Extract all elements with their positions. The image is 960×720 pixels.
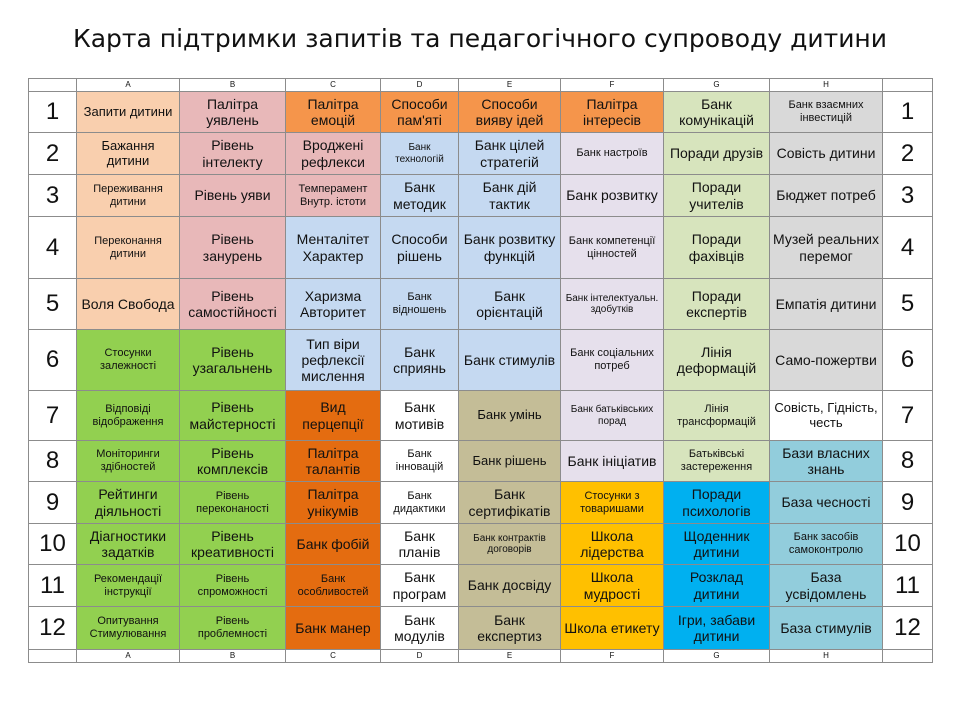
grid-cell: Банк взаємних інвестицій	[770, 92, 883, 133]
grid-cell: Переживання дитини	[77, 175, 180, 217]
table-row	[29, 175, 933, 217]
grid-cell: Палітра інтересів	[561, 92, 664, 133]
grid-cell: Рівень самостійності	[180, 279, 286, 330]
grid-cell: Рівень проблемності	[180, 607, 286, 650]
grid-cell: Школа мудрості	[561, 565, 664, 607]
grid-cell: Емпатія дитини	[770, 279, 883, 330]
grid-cell: Само-пожертви	[770, 330, 883, 391]
grid-cell: Опитування Стимулювання	[77, 607, 180, 650]
row-number: 9	[883, 482, 933, 524]
grid-cell: Менталітет Характер	[286, 217, 381, 279]
grid-cell: Ігри, забави дитини	[664, 607, 770, 650]
column-letter: C	[286, 79, 381, 92]
grid-cell: Банк досвіду	[459, 565, 561, 607]
grid-cell: Школа етикету	[561, 607, 664, 650]
grid-cell: Банк особливостей	[286, 565, 381, 607]
grid-cell: Банк засобів самоконтролю	[770, 524, 883, 565]
column-header-row-bottom	[29, 650, 933, 663]
column-letter: B	[180, 79, 286, 92]
grid-cell: Поради учителів	[664, 175, 770, 217]
row-number: 10	[883, 524, 933, 565]
row-number: 12	[883, 607, 933, 650]
grid-cell: Бюджет потреб	[770, 175, 883, 217]
table-row	[29, 330, 933, 391]
grid-cell: Банк стимулів	[459, 330, 561, 391]
grid-cell: Рівень переконаності	[180, 482, 286, 524]
grid-cell: Діагностики задатків	[77, 524, 180, 565]
grid-cell: Щоденник дитини	[664, 524, 770, 565]
grid-cell: Стосунки з товаришами	[561, 482, 664, 524]
grid-cell: Банк відношень	[381, 279, 459, 330]
corner-cell	[29, 650, 77, 663]
row-number: 8	[29, 441, 77, 482]
row-number: 3	[883, 175, 933, 217]
corner-cell	[29, 79, 77, 92]
column-letter: C	[286, 650, 381, 663]
grid-cell: Розклад дитини	[664, 565, 770, 607]
row-number: 6	[883, 330, 933, 391]
table-row	[29, 133, 933, 175]
grid-cell: Банк батьківських порад	[561, 391, 664, 441]
grid-cell: Тип віри рефлексії мислення	[286, 330, 381, 391]
grid-cell: Рівень комплексів	[180, 441, 286, 482]
grid-cell: Стосунки залежності	[77, 330, 180, 391]
column-letter: D	[381, 650, 459, 663]
grid-cell: Банк дій тактик	[459, 175, 561, 217]
column-letter: F	[561, 650, 664, 663]
grid-cell: Банк рішень	[459, 441, 561, 482]
grid-cell: Банк ініціатив	[561, 441, 664, 482]
grid-cell: Поради фахівців	[664, 217, 770, 279]
grid-cell: Банк сертифікатів	[459, 482, 561, 524]
grid-cell: Совість, Гідність, честь	[770, 391, 883, 441]
grid-cell: Банк комунікацій	[664, 92, 770, 133]
row-number: 1	[29, 92, 77, 133]
row-number: 9	[29, 482, 77, 524]
grid-cell: Банк експертиз	[459, 607, 561, 650]
grid-cell: Музей реальних перемог	[770, 217, 883, 279]
grid-cell: Рівень уяви	[180, 175, 286, 217]
row-number: 1	[883, 92, 933, 133]
grid-cell: Банк орієнтацій	[459, 279, 561, 330]
grid-cell: Палітра уявлень	[180, 92, 286, 133]
row-number: 5	[29, 279, 77, 330]
grid-cell: Банк модулів	[381, 607, 459, 650]
grid-cell: Банк методик	[381, 175, 459, 217]
grid-cell: Рівень креативності	[180, 524, 286, 565]
grid-cell: Рекомендації інструкції	[77, 565, 180, 607]
row-number: 2	[29, 133, 77, 175]
row-number: 12	[29, 607, 77, 650]
grid-cell: Вроджені рефлекси	[286, 133, 381, 175]
row-number: 11	[29, 565, 77, 607]
grid-cell: Банк дидактики	[381, 482, 459, 524]
grid-cell: Банк розвитку	[561, 175, 664, 217]
grid-cell: Воля Свобода	[77, 279, 180, 330]
row-number: 11	[883, 565, 933, 607]
grid-cell: Палітра унікумів	[286, 482, 381, 524]
row-number: 3	[29, 175, 77, 217]
grid-cell: Харизма Авторитет	[286, 279, 381, 330]
grid-cell: Темперамент Внутр. істоти	[286, 175, 381, 217]
grid-cell: Совість дитини	[770, 133, 883, 175]
grid-cell: Банк умінь	[459, 391, 561, 441]
grid-cell: Рейтинги діяльності	[77, 482, 180, 524]
grid-cell: База усвідомлень	[770, 565, 883, 607]
grid-cell: Банк мотивів	[381, 391, 459, 441]
row-number: 4	[29, 217, 77, 279]
table-row	[29, 92, 933, 133]
table-row	[29, 482, 933, 524]
row-number: 7	[29, 391, 77, 441]
column-letter: A	[77, 79, 180, 92]
row-number: 5	[883, 279, 933, 330]
grid-cell: Банк цілей стратегій	[459, 133, 561, 175]
support-map-table	[28, 78, 933, 663]
grid-cell: Лінія трансформацій	[664, 391, 770, 441]
row-number: 4	[883, 217, 933, 279]
row-number: 6	[29, 330, 77, 391]
table-row	[29, 217, 933, 279]
grid-cell: Способи рішень	[381, 217, 459, 279]
row-number: 2	[883, 133, 933, 175]
grid-cell: Поради експертів	[664, 279, 770, 330]
grid-cell: Поради психологів	[664, 482, 770, 524]
grid-cell: Способи пам'яті	[381, 92, 459, 133]
column-letter: G	[664, 79, 770, 92]
column-letter: F	[561, 79, 664, 92]
column-letter: B	[180, 650, 286, 663]
column-letter: H	[770, 650, 883, 663]
grid-cell: Лінія деформацій	[664, 330, 770, 391]
grid-cell: Рівень узагальнень	[180, 330, 286, 391]
table-row	[29, 279, 933, 330]
column-letter: G	[664, 650, 770, 663]
column-letter: A	[77, 650, 180, 663]
grid-cell: Палітра талантів	[286, 441, 381, 482]
grid-cell: Банк програм	[381, 565, 459, 607]
grid-cell: Поради друзів	[664, 133, 770, 175]
grid-cell: Рівень інтелекту	[180, 133, 286, 175]
grid-cell: Палітра емоцій	[286, 92, 381, 133]
grid-cell: Банк фобій	[286, 524, 381, 565]
grid-cell: Банк технологій	[381, 133, 459, 175]
grid-cell: Банк інтелектуальн. здобутків	[561, 279, 664, 330]
column-letter: E	[459, 650, 561, 663]
grid-cell: Банк контрактів договорів	[459, 524, 561, 565]
grid-cell: Банк соціальних потреб	[561, 330, 664, 391]
grid-cell: Банк сприянь	[381, 330, 459, 391]
table-row	[29, 565, 933, 607]
column-header-row-top	[29, 79, 933, 92]
page-title: Карта підтримки запитів та педагогічного супроводу дитини	[72, 24, 888, 53]
grid-cell: Моніторинги здібностей	[77, 441, 180, 482]
grid-cell: Банк інновацій	[381, 441, 459, 482]
grid-cell: База стимулів	[770, 607, 883, 650]
grid-cell: Вид перцепції	[286, 391, 381, 441]
grid-cell: Рівень спроможності	[180, 565, 286, 607]
row-number: 10	[29, 524, 77, 565]
column-letter: H	[770, 79, 883, 92]
row-number: 8	[883, 441, 933, 482]
grid-cell: Банк манер	[286, 607, 381, 650]
row-number: 7	[883, 391, 933, 441]
grid-cell: Способи вияву ідей	[459, 92, 561, 133]
grid-cell: Запити дитини	[77, 92, 180, 133]
table-row	[29, 391, 933, 441]
grid-cell: Батьківські застереження	[664, 441, 770, 482]
column-letter: D	[381, 79, 459, 92]
grid-cell: Бажання дитини	[77, 133, 180, 175]
corner-cell	[883, 650, 933, 663]
grid-cell: Переконання дитини	[77, 217, 180, 279]
grid-cell: Відповіді відображення	[77, 391, 180, 441]
grid-cell: Рівень майстерності	[180, 391, 286, 441]
grid-cell: Банк настроїв	[561, 133, 664, 175]
grid-cell: Рівень занурень	[180, 217, 286, 279]
column-letter: E	[459, 79, 561, 92]
grid-cell: База чесності	[770, 482, 883, 524]
table-row	[29, 441, 933, 482]
grid-cell: Банк планів	[381, 524, 459, 565]
table-row	[29, 607, 933, 650]
grid-cell: Школа лідерства	[561, 524, 664, 565]
grid-cell: Банк компетенції цінностей	[561, 217, 664, 279]
grid-cell: Бази власних знань	[770, 441, 883, 482]
grid-cell: Банк розвитку функцій	[459, 217, 561, 279]
table-row	[29, 524, 933, 565]
corner-cell	[883, 79, 933, 92]
